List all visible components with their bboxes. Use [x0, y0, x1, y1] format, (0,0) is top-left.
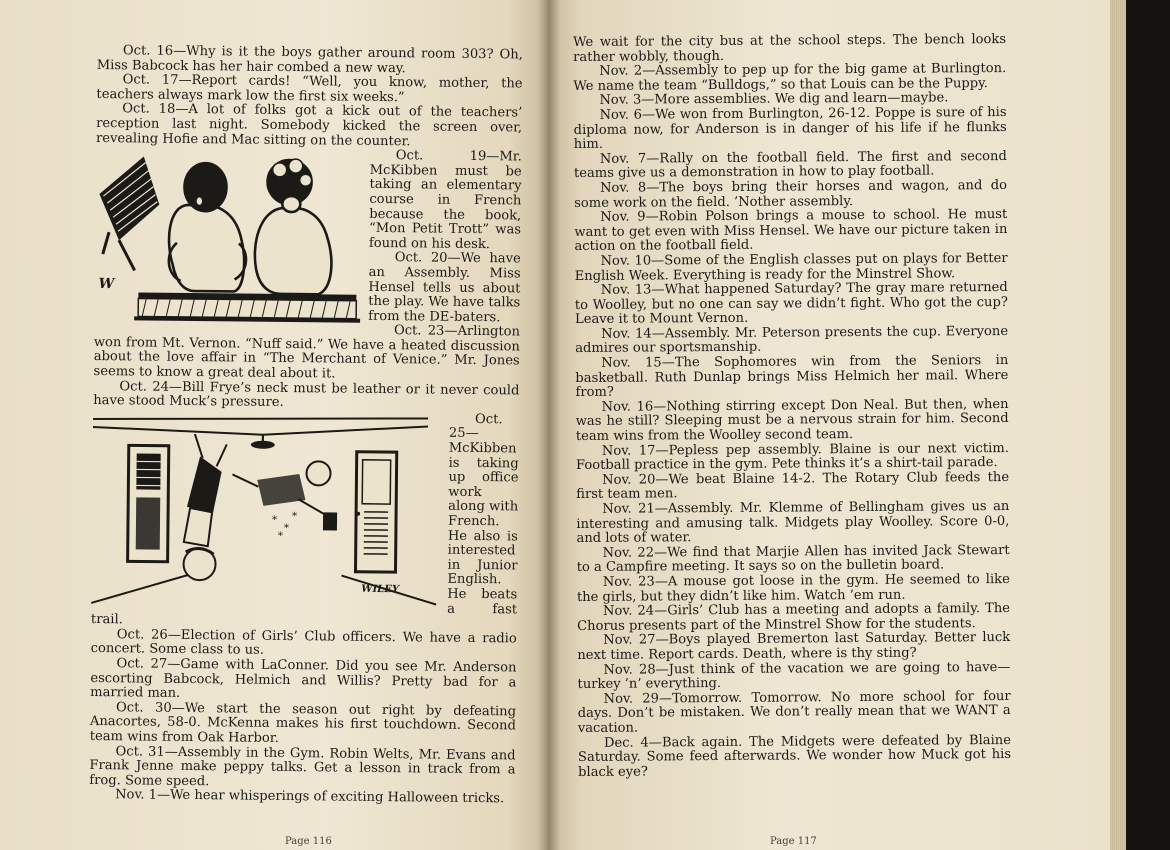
- left-column: [89, 44, 523, 807]
- entry-oct-27: Oct. 27—Game with LaConner. Did you see Mr. Anderson escorting Babcock, Helmich and Willis? Pretty bad for a married man.: [90, 656, 517, 702]
- upside-down-boy: [183, 434, 227, 580]
- entry-oct-20: Oct. 20—We have an Assembly. Miss Hensel tells us about the play. We have talks from the DE-baters.: [368, 250, 521, 325]
- entry-nov-17: Nov. 17—Pepless pep assembly. Blaine is our next victim. Football practice in the gym. Pete thinks it’s a shirt-tail parade.: [575, 440, 1009, 474]
- entry-nov-9: Nov. 9—Robin Polson brings a mouse to school. He must want to get even with Miss Hensel. We have our picture taken in action on the football field.: [574, 207, 1008, 255]
- entry-nov-22: Nov. 22—We find that Marjie Allen has invited Jack Stewart to a Campfire meeting. It says so on the bulletin board.: [576, 542, 1010, 576]
- entry-oct-18: Oct. 18—A lot of folks got a kick out of the teachers’ reception last night. Somebody kicked the screen over, revealing Hofie and Mac sitting on the counter.: [95, 101, 523, 149]
- left-page: [0, 0, 547, 850]
- entry-nov-24: Nov. 24—Girls’ Club has a meeting and adopts a family. The Chorus presents part of the Minstrel Show for the students.: [577, 601, 1011, 634]
- entry-nov-16: Nov. 16—Nothing stirring except Don Neal. But then, when was he still? Sleeping must be a nervous strain for him. Second team wins from the Woolley second team.: [575, 396, 1009, 445]
- entry-oct-24: Oct. 24—Bill Frye’s neck must be leather or it never could have stood Muck’s pressure.: [93, 378, 520, 411]
- ceiling-lamp: [251, 434, 275, 448]
- cartoon-couple-on-counter: [94, 146, 364, 327]
- svg-text:*: *: [271, 514, 278, 526]
- entry-oct-25: Oct. 25—McKibben is taking up office work along with French. He also is interested in Junior English. He beats a fast trail.: [90, 411, 519, 628]
- counter-illustration: [134, 293, 360, 323]
- entry-oct-17: Oct. 17—Report cards! “Well, you know, mother, the teachers always mark low the first six weeks.”: [96, 72, 523, 106]
- fig1-signature: W: [98, 276, 115, 293]
- left-door: [128, 445, 169, 561]
- girl-figure: [254, 159, 332, 295]
- left-page-number: Page 116: [285, 836, 332, 847]
- screen-illustration: [99, 156, 160, 271]
- entry-oct-19: Oct. 19—Mr. McKibben must be taking an elementary course in French because the book, “Mon Petit Trott” was found on his desk.: [368, 148, 522, 252]
- entry-nov-1-cont: We wait for the city bus at the school steps. The bench looks rather wobbly, though.: [572, 31, 1007, 65]
- entry-nov-8: Nov. 8—The boys bring their horses and wagon, and do some work on the field. ’Nother assembly.: [574, 177, 1008, 211]
- entry-oct-23: Oct. 23—Arlington won from Mt. Vernon. “Nuff said.” We have a heated discussion about the love affair in “The Merchant of Venice.” Mr. Jones seems to know a great deal about it.: [93, 323, 521, 382]
- stars: [272, 511, 297, 542]
- entry-nov-10: Nov. 10—Some of the English classes put on plays for Better English Week. Everything is ready for the Minstrel Show.: [574, 250, 1008, 284]
- entry-dec-4: Dec. 4—Back again. The Midgets were defeated by Blaine Saturday. Some feed afterwards. We wonder how Muck got his black eye?: [577, 732, 1012, 780]
- entry-nov-21: Nov. 21—Assembly. Mr. Klemme of Bellingham gives us an interesting and amusing talk. Midgets play Woolley. Score 0-0, and lots of water.: [576, 498, 1010, 547]
- right-page-number: Page 117: [770, 836, 817, 847]
- svg-text:*: *: [277, 530, 283, 542]
- svg-text:*: *: [292, 510, 298, 522]
- entry-nov-13: Nov. 13—What happened Saturday? The gray mare returned to Woolley, but no one can say we didn’t fight. Who got the cup? Leave it to Mount Vernon.: [574, 280, 1008, 328]
- entry-nov-15: Nov. 15—The Sophomores win from the Seniors in basketball. Ruth Dunlap brings Miss Helmich her mail. Where from?: [575, 353, 1009, 401]
- entry-oct-16: Oct. 16—Why is it the boys gather around room 303? Oh, Miss Babcock has her hair combed a new way.: [96, 43, 523, 76]
- right-door: [355, 452, 396, 572]
- entry-nov-3: Nov. 3—More assemblies. We dig and learn—maybe.: [599, 90, 949, 109]
- falling-boy: [232, 460, 337, 529]
- boy-figure: [168, 163, 247, 292]
- entry-oct-31: Oct. 31—Assembly in the Gym. Robin Welts, Mr. Evans and Frank Jenne make peppy talks. Get a lesson in track from a frog. Some speed.: [89, 743, 516, 789]
- entry-nov-6: Nov. 6—We won from Burlington, 26-12. Poppe is sure of his diploma now, for Anderson is in danger of his life if he flunks him.: [573, 104, 1007, 153]
- entry-nov-28: Nov. 28—Just think of the vacation we are going to have—turkey ’n’ everything.: [577, 659, 1011, 693]
- entry-nov-14: Nov. 14—Assembly. Mr. Peterson presents the cup. Everyone admires our sportsmanship.: [575, 323, 1009, 357]
- entry-nov-1: Nov. 1—We hear whisperings of exciting Halloween tricks.: [115, 787, 505, 807]
- entry-nov-27: Nov. 27—Boys played Bremerton last Saturday. Better luck next time. Report cards. Death, where is thy sting?: [577, 630, 1011, 663]
- entry-oct-26: Oct. 26—Election of Girls’ Club officers. We have a radio concert. Some class to us.: [90, 626, 517, 659]
- entry-nov-23: Nov. 23—A mouse got loose in the gym. He seemed to like the girls, but they didn’t like him. Watch ’em run.: [576, 571, 1010, 605]
- entry-nov-29: Nov. 29—Tomorrow. Tomorrow. No more school for four days. Don’t be mistaken. We don’t really mean that we WANT a vacation.: [577, 688, 1011, 736]
- svg-text:*: *: [283, 522, 289, 534]
- entry-oct-30: Oct. 30—We start the season out right by defeating Anacortes, 58-0. McKenna makes his first touchdown. Second team wins from Oak Harbor.: [89, 699, 517, 746]
- entry-nov-2: Nov. 2—Assembly to pep up for the big game at Burlington. We name the team “Bulldogs,” so that Louis can be the Puppy.: [573, 61, 1007, 94]
- entry-nov-7: Nov. 7—Rally on the football field. The first and second teams give us a demonstration in how to play football.: [573, 148, 1007, 182]
- book-gutter: [538, 0, 560, 850]
- cartoon-upside-down-room: [91, 413, 443, 611]
- page-edges: [1110, 0, 1126, 850]
- fig2-signature: WILEY: [361, 583, 400, 596]
- right-column: [573, 33, 1011, 780]
- entry-nov-20: Nov. 20—We beat Blaine 14-2. The Rotary Club feeds the first team men.: [576, 469, 1010, 503]
